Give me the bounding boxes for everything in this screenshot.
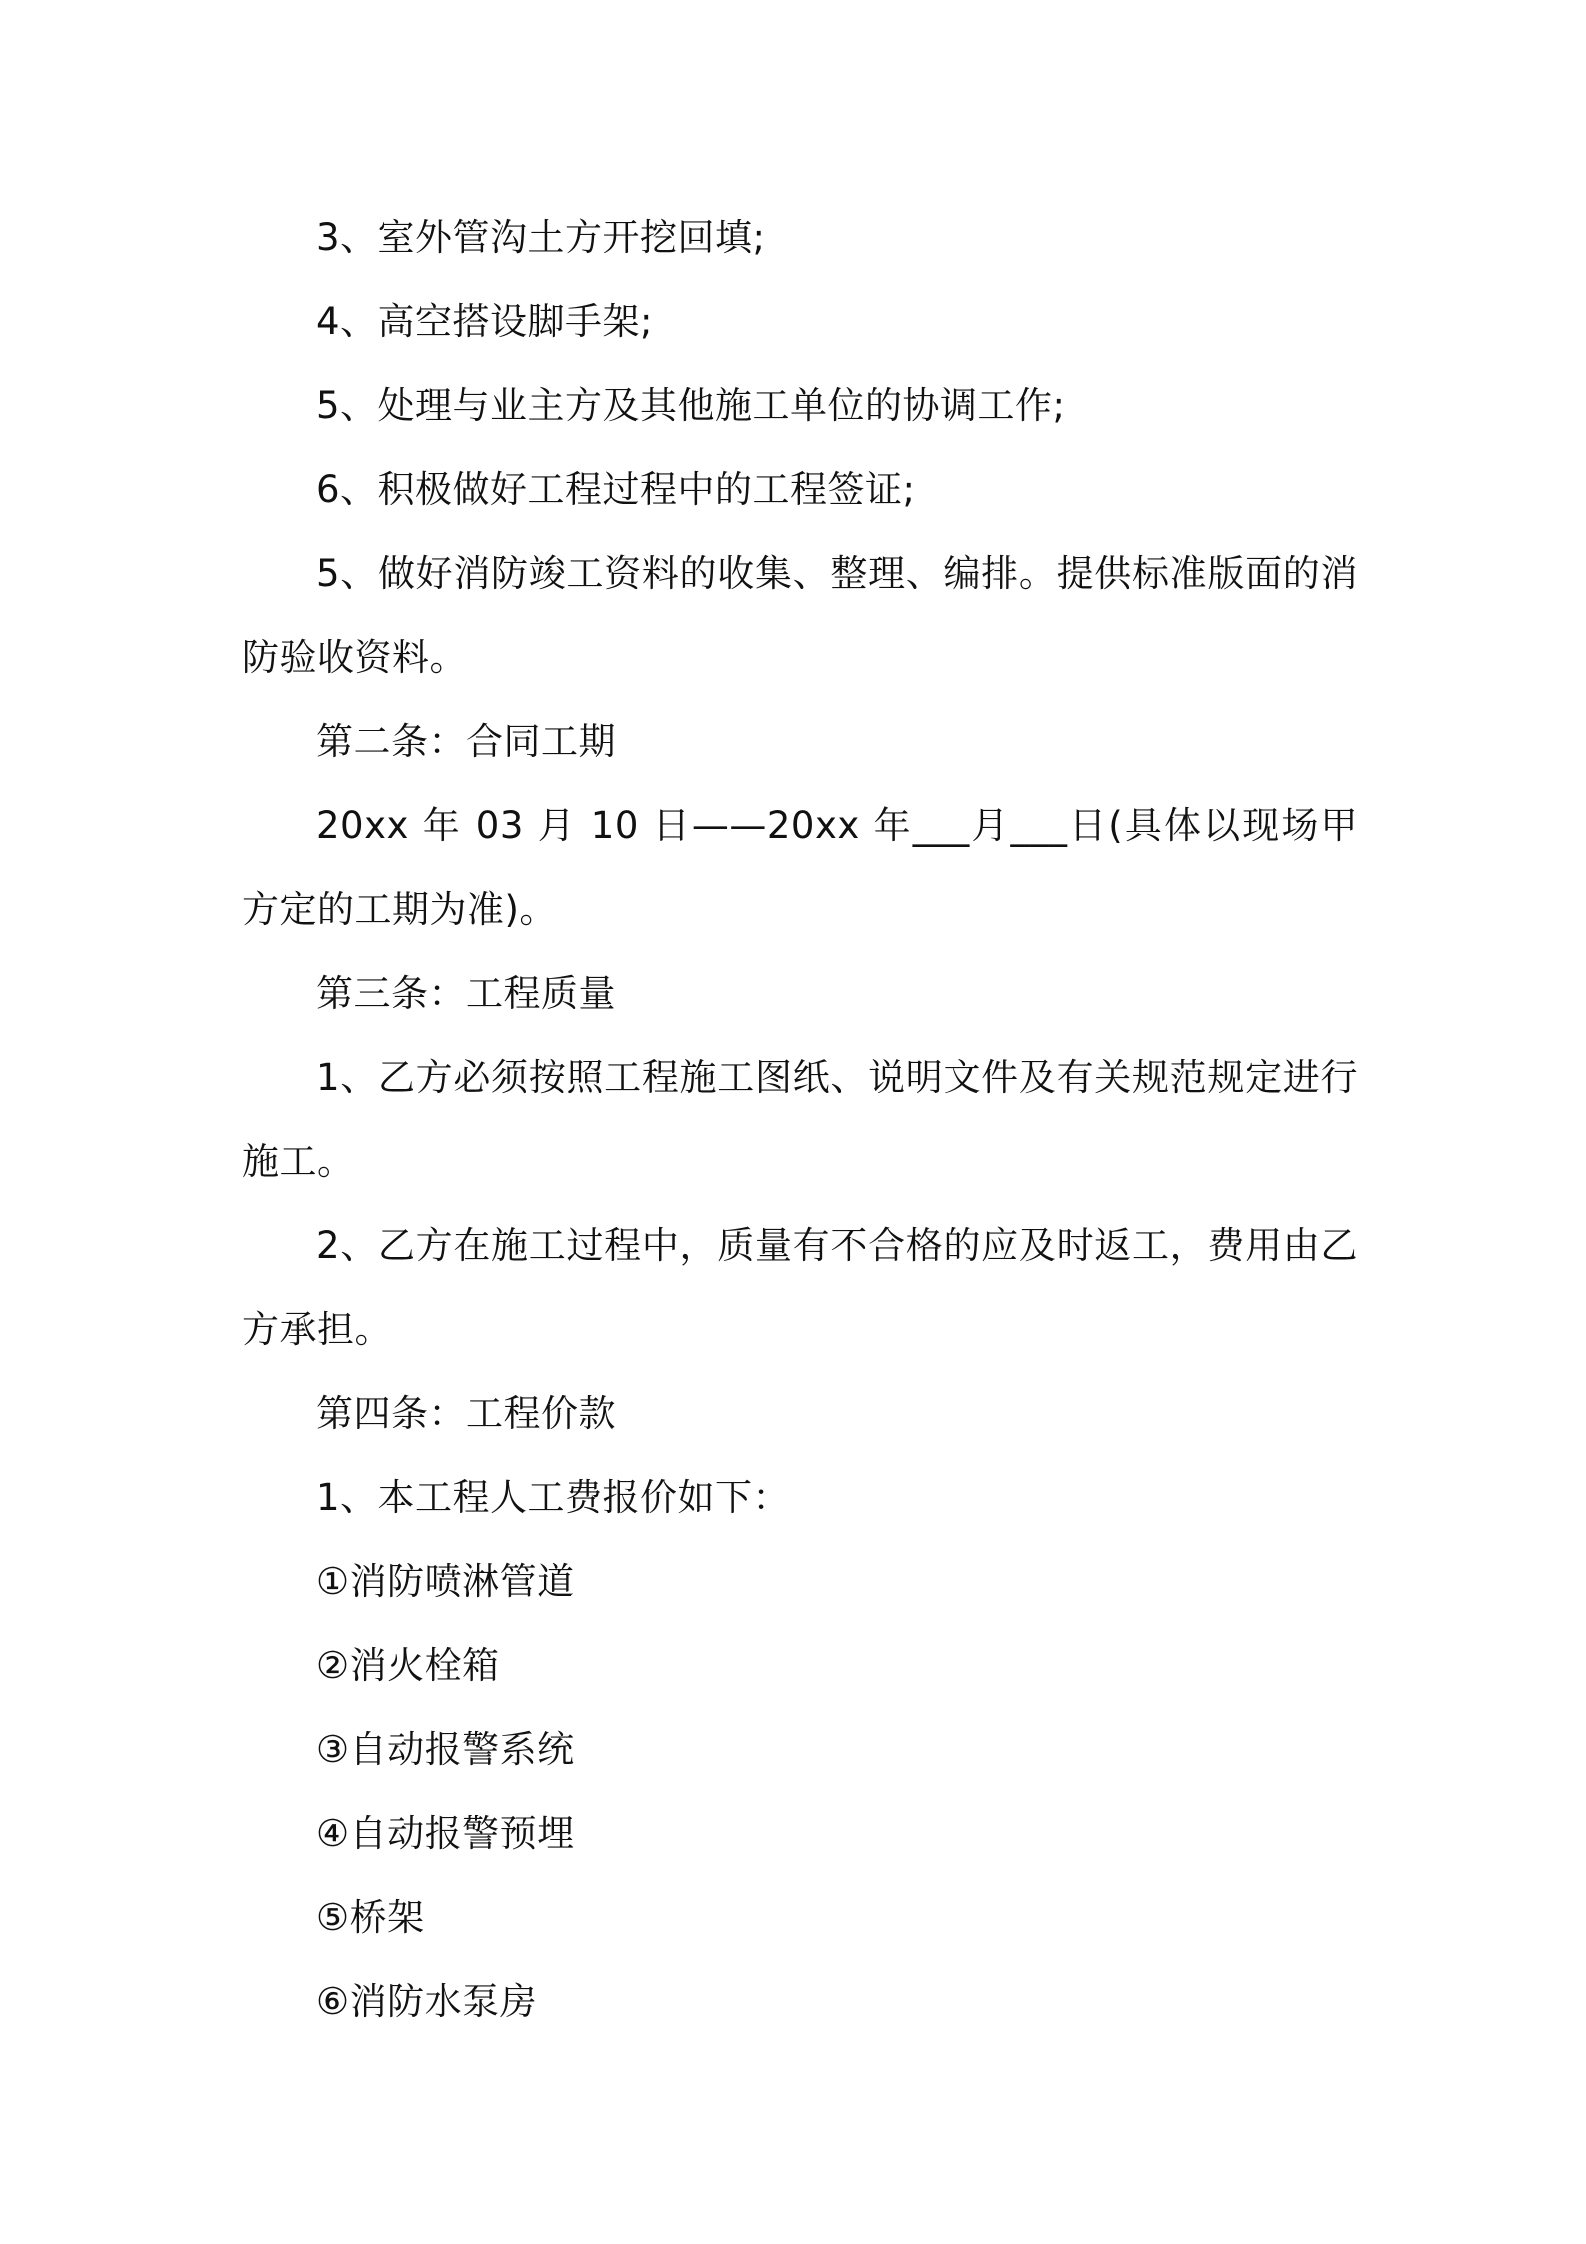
list-item-outdoor-trench: 3、室外管沟土方开挖回填; [316,216,766,259]
section-heading-price: 第四条：工程价款 [316,1392,616,1435]
list-item-scaffolding: 4、高空搭设脚手架; [316,300,654,343]
price-item-alarm-system: ③自动报警系统 [316,1728,575,1771]
list-item-visa: 6、积极做好工程过程中的工程签证; [316,468,916,511]
section-heading-quality: 第三条：工程质量 [316,972,616,1015]
list-item-completion-docs: 5、做好消防竣工资料的收集、整理、编排。提供标准版面的消防验收资料。 [242,552,1358,679]
price-item-cable-tray: ⑤桥架 [316,1896,425,1939]
price-clause-1: 1、本工程人工费报价如下： [316,1476,791,1519]
document-body [242,196,1358,2044]
price-item-sprinkler: ①消防喷淋管道 [316,1560,575,1603]
quality-clause-2: 2、乙方在施工过程中，质量有不合格的应及时返工，费用由乙方承担。 [242,1224,1358,1351]
quality-clause-1: 1、乙方必须按照工程施工图纸、说明文件及有关规范规定进行施工。 [242,1056,1358,1183]
price-item-hydrant-box: ②消火栓箱 [316,1644,500,1687]
price-item-pump-room: ⑥消防水泵房 [316,1980,538,2023]
price-item-alarm-embedded: ④自动报警预埋 [316,1812,575,1855]
list-item-coordination: 5、处理与业主方及其他施工单位的协调工作; [316,384,1066,427]
section-heading-contract-period: 第二条：合同工期 [316,720,616,763]
contract-period-text: 20xx 年 03 月 10 日——20xx 年___月___日(具体以现场甲方定的工期为准)。 [242,804,1358,931]
